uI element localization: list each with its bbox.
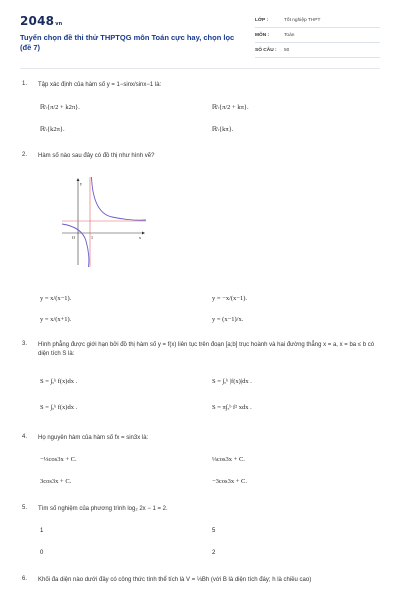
meta-key: LỚP :: [255, 17, 269, 23]
document-title: Tuyển chọn đề thi thử THPTQG môn Toán cực hay, chọn lọc (đề 7): [20, 33, 235, 52]
question-text: Hình phẳng được giới hạn bởi đồ thị hàm số y = f(x) liên tục trên đoạn [a;b] trục hoành và hai đường thẳng x = a, x = ba ≤ b có diện tích S là:: [38, 342, 375, 357]
option-a[interactable]: ℝ\{π/2 + k2π}.: [40, 104, 80, 111]
option-a[interactable]: S = ∫ₐᵇ f(x)dx .: [40, 378, 78, 385]
option-d[interactable]: y = (x−1)/x.: [212, 316, 244, 323]
question-number: 2.: [22, 152, 28, 158]
logo-text: 2048: [20, 14, 55, 28]
meta-value: Toán: [284, 32, 295, 38]
question-number: 4.: [22, 434, 28, 440]
question-text: Tìm số nghiệm của phương trình log₂ 2x − 1 = 2.: [38, 506, 168, 512]
option-d[interactable]: S = π∫ₐᵇ f² xdx .: [212, 404, 252, 411]
question-text: Hàm số nào sau đây có đồ thị như hình vẽ?: [38, 153, 155, 159]
option-d[interactable]: ℝ\{kπ}.: [212, 126, 234, 133]
option-d[interactable]: 2: [212, 550, 216, 556]
option-b[interactable]: 5: [212, 528, 216, 534]
logo-suffix: vn: [55, 21, 63, 27]
y-axis-label: y: [80, 181, 82, 186]
question-number: 1.: [22, 81, 28, 87]
option-a[interactable]: −⅓cos3x + C.: [40, 456, 77, 463]
question-text: Tập xác định của hàm số y = 1−sinx/sinx−1 là:: [38, 82, 162, 88]
question-text: Khối đa diện nào dưới đây có công thức tính thể tích là V = ⅓Bh (với B là diện tích đáy; h là chiều cao): [38, 577, 312, 583]
curve-right-branch: [92, 177, 147, 220]
option-c[interactable]: S = ∫ₐᵇ f(x)dx .: [40, 404, 78, 411]
question-number: 3.: [22, 341, 28, 347]
option-c[interactable]: ℝ\{k2π}.: [40, 126, 65, 133]
x-axis-label: x: [139, 235, 141, 240]
meta-key: SỐ CÂU :: [255, 47, 277, 53]
option-c[interactable]: 3cos3x + C.: [40, 478, 72, 485]
tick-label-one: 1: [91, 235, 93, 240]
curve-left-branch: [62, 224, 89, 267]
option-b[interactable]: ℝ\{π/2 + kπ}.: [212, 104, 249, 111]
option-d[interactable]: −3cos3x + C.: [212, 478, 247, 485]
question-number: 5.: [22, 505, 28, 511]
option-b[interactable]: y = −x/(x−1).: [212, 295, 248, 302]
question-text: Họ nguyên hàm của hàm số fx = sin3x là:: [38, 435, 149, 441]
origin-label: O: [72, 235, 75, 240]
meta-value: Tốt nghiệp THPT: [284, 17, 321, 23]
x-axis-arrow: [142, 232, 145, 235]
function-graph: [60, 175, 150, 267]
meta-value: 50: [284, 47, 290, 53]
meta-key: MÔN :: [255, 32, 270, 38]
option-b[interactable]: ⅓cos3x + C.: [212, 456, 245, 463]
option-c[interactable]: y = x/(x+1).: [40, 316, 72, 323]
option-b[interactable]: S = ∫ₐᵇ |f(x)|dx .: [212, 378, 252, 385]
option-a[interactable]: y = x/(x−1).: [40, 295, 72, 302]
option-a[interactable]: 1: [40, 528, 44, 534]
question-number: 6.: [22, 576, 28, 582]
option-c[interactable]: 0: [40, 550, 44, 556]
